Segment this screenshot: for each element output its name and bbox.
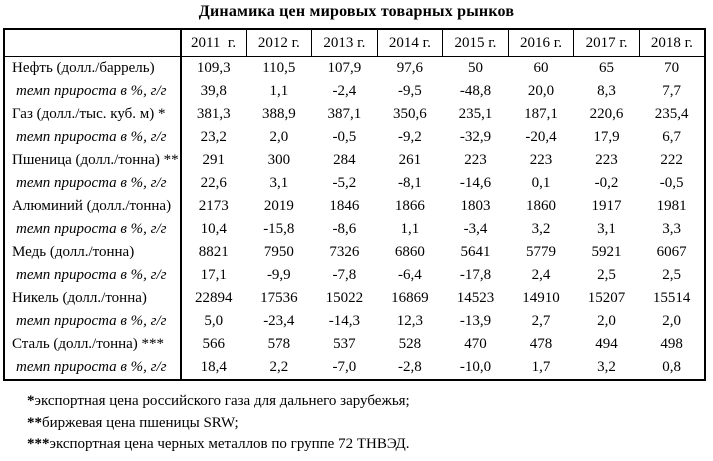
year-header: 2013 г.: [312, 29, 378, 57]
cell-value: 5779: [526, 244, 556, 260]
cell-value: 235,1: [458, 106, 493, 122]
year-header: 2018 г.: [639, 29, 705, 57]
cell-value: 15207: [587, 290, 626, 306]
year-header: 2011 г.: [181, 29, 247, 57]
cell-value: -8,6: [332, 221, 357, 237]
row-label: темп прироста в %, г/г: [4, 356, 181, 380]
table-row: [4, 149, 705, 172]
row-label: темп прироста в %, г/г: [4, 218, 181, 241]
cell-value: -48,8: [459, 83, 492, 99]
row-label: Газ (долл./тыс. куб. м) *: [4, 103, 181, 126]
footnote-marker: *: [27, 393, 35, 409]
cell-value: -5,2: [332, 175, 357, 191]
table-row: [4, 126, 705, 149]
cell-value: 14910: [522, 290, 560, 306]
commodity-price-table: [3, 28, 706, 381]
footnote-text: биржевая цена пшеницы SRW;: [42, 414, 239, 431]
cell-value: 2,0: [269, 129, 289, 145]
page-title: Динамика цен мировых товарных рынков: [198, 3, 515, 20]
cell-value: 350,6: [393, 106, 427, 122]
footnote-marker: **: [27, 414, 42, 431]
cell-value: 470: [464, 336, 487, 352]
cell-value: 7326: [329, 244, 360, 260]
table-header: [4, 29, 705, 57]
cell-value: 5641: [460, 244, 491, 260]
cell-value: 110,5: [262, 60, 296, 76]
cell-value: 2019: [263, 198, 294, 214]
cell-value: 3,3: [662, 221, 682, 237]
table-row: [4, 310, 705, 333]
footnote-text: экспортная цена черных металлов по группе 72 ТНВЭД.: [49, 436, 410, 452]
cell-value: -17,8: [459, 267, 492, 283]
cell-value: 3,1: [597, 221, 616, 237]
cell-value: 2,0: [662, 313, 682, 329]
year-header: 2017 г.: [574, 29, 640, 57]
cell-value: 65: [599, 60, 615, 76]
cell-value: 291: [202, 152, 226, 168]
cell-value: 16869: [391, 290, 429, 306]
footnote: [27, 434, 713, 456]
cell-value: 1917: [591, 198, 622, 214]
cell-value: 2,7: [531, 313, 551, 329]
year-header: 2012 г.: [246, 29, 312, 57]
footnote: [27, 391, 713, 413]
cell-value: 5,0: [204, 313, 224, 329]
cell-value: 1846: [329, 198, 360, 214]
table-row: [4, 195, 705, 218]
table-row: [4, 264, 705, 287]
table-row: [4, 80, 705, 103]
footnotes: [27, 391, 713, 456]
cell-value: 223: [529, 152, 553, 168]
cell-value: 3,1: [269, 175, 289, 191]
cell-value: 1866: [394, 198, 425, 214]
cell-value: 300: [267, 152, 291, 168]
cell-value: 50: [467, 60, 483, 76]
cell-value: 6067: [656, 244, 687, 260]
cell-value: 528: [398, 336, 422, 352]
cell-value: 2,4: [531, 267, 551, 283]
row-label: Алюминий (долл./тонна): [4, 195, 181, 218]
cell-value: 2,5: [597, 267, 616, 283]
table-row: [4, 333, 705, 356]
cell-value: 223: [595, 152, 618, 168]
cell-value: 0,1: [531, 175, 551, 191]
table-row: [4, 57, 705, 81]
cell-value: -2,4: [332, 83, 357, 99]
cell-value: 2,0: [597, 313, 616, 329]
cell-value: 284: [333, 152, 356, 168]
table-row: [4, 356, 705, 380]
cell-value: 17536: [260, 290, 298, 306]
cell-value: -9,9: [266, 267, 291, 283]
cell-value: 498: [660, 336, 683, 352]
cell-value: 566: [202, 336, 226, 352]
row-label: Пшеница (долл./тонна) **: [4, 149, 181, 172]
year-header-row: [4, 29, 705, 57]
row-label: темп прироста в %, г/г: [4, 80, 181, 103]
footnote: [27, 413, 713, 435]
cell-value: 387,1: [327, 106, 362, 122]
cell-value: 222: [660, 152, 683, 168]
cell-value: 537: [333, 336, 356, 352]
cell-value: 18,4: [200, 359, 227, 375]
cell-value: 1803: [460, 198, 491, 214]
row-label: темп прироста в %, г/г: [4, 172, 181, 195]
cell-value: 5921: [591, 244, 622, 260]
cell-value: 23,2: [200, 129, 227, 145]
cell-value: 39,8: [200, 83, 227, 99]
table-row: [4, 218, 705, 241]
row-label: темп прироста в %, г/г: [4, 310, 181, 333]
cell-value: 2173: [198, 198, 229, 214]
cell-value: -9,5: [398, 83, 422, 99]
cell-value: -0,2: [594, 175, 619, 191]
year-header: 2016 г.: [508, 29, 574, 57]
cell-value: 2,5: [662, 267, 682, 283]
footnote-text: экспортная цена российского газа для дальнего зарубежья;: [34, 393, 410, 409]
cell-value: 3,2: [531, 221, 551, 237]
cell-value: 10,4: [200, 221, 227, 237]
cell-value: 14523: [456, 290, 495, 306]
table-row: [4, 103, 705, 126]
cell-value: 6,7: [662, 129, 682, 145]
cell-value: -8,1: [398, 175, 422, 191]
cell-value: -6,4: [398, 267, 422, 283]
cell-value: 235,4: [654, 106, 689, 122]
cell-value: -9,2: [398, 129, 422, 145]
cell-value: 109,3: [196, 60, 231, 76]
cell-value: 578: [267, 336, 291, 352]
cell-value: 6860: [394, 244, 425, 260]
cell-value: -14,6: [459, 175, 492, 191]
cell-value: 1,7: [531, 359, 551, 375]
row-label: Сталь (долл./тонна) ***: [4, 333, 181, 356]
footnote-marker: ***: [27, 436, 50, 452]
table-row: [4, 241, 705, 264]
cell-value: 187,1: [524, 106, 558, 122]
cell-value: 8821: [198, 244, 229, 260]
row-label: темп прироста в %, г/г: [4, 126, 181, 149]
row-label: темп прироста в %, г/г: [4, 264, 181, 287]
cell-value: -0,5: [332, 129, 357, 145]
cell-value: 388,9: [261, 106, 296, 122]
cell-value: 15514: [652, 290, 691, 306]
cell-value: 220,6: [589, 106, 624, 122]
cell-value: 3,2: [597, 359, 616, 375]
cell-value: -2,8: [398, 359, 422, 375]
cell-value: -13,9: [459, 313, 492, 329]
cell-value: -14,3: [328, 313, 360, 329]
cell-value: 97,6: [396, 60, 424, 76]
cell-value: -3,4: [463, 221, 488, 237]
cell-value: 22,6: [200, 175, 227, 191]
cell-value: 20,0: [527, 83, 555, 99]
cell-value: 60: [533, 60, 549, 76]
row-label: Нефть (долл./баррель): [4, 57, 181, 81]
cell-value: 494: [595, 336, 618, 352]
cell-value: 1981: [656, 198, 687, 214]
cell-value: -7,8: [332, 267, 357, 283]
cell-value: 2,2: [269, 359, 289, 375]
cell-value: 8,3: [597, 83, 616, 99]
cell-value: 261: [398, 152, 422, 168]
table-body: [4, 57, 705, 381]
corner-cell: [4, 29, 181, 57]
row-label: Медь (долл./тонна): [4, 241, 181, 264]
cell-value: 17,1: [200, 267, 227, 283]
cell-value: -32,9: [459, 129, 492, 145]
cell-value: 70: [664, 60, 680, 76]
cell-value: -0,5: [659, 175, 684, 191]
cell-value: 223: [464, 152, 487, 168]
cell-value: 1,1: [400, 221, 420, 237]
cell-value: 15022: [325, 290, 364, 306]
cell-value: 7,7: [662, 83, 682, 99]
cell-value: -20,4: [525, 129, 557, 145]
cell-value: 381,3: [196, 106, 231, 122]
cell-value: 22894: [195, 290, 233, 306]
table-row: [4, 172, 705, 195]
cell-value: 0,8: [662, 359, 682, 375]
table-row: [4, 287, 705, 310]
cell-value: 17,9: [593, 129, 620, 145]
cell-value: -15,8: [263, 221, 295, 237]
cell-value: -7,0: [332, 359, 357, 375]
cell-value: -10,0: [459, 359, 492, 375]
cell-value: 107,9: [327, 60, 362, 76]
cell-value: -23,4: [263, 313, 295, 329]
cell-value: 12,3: [396, 313, 424, 329]
cell-value: 7950: [263, 244, 294, 260]
year-header: 2015 г.: [443, 29, 509, 57]
cell-value: 478: [529, 336, 553, 352]
cell-value: 1860: [526, 198, 556, 214]
year-header: 2014 г.: [377, 29, 443, 57]
row-label: Никель (долл./тонна): [4, 287, 181, 310]
cell-value: 1,1: [269, 83, 289, 99]
